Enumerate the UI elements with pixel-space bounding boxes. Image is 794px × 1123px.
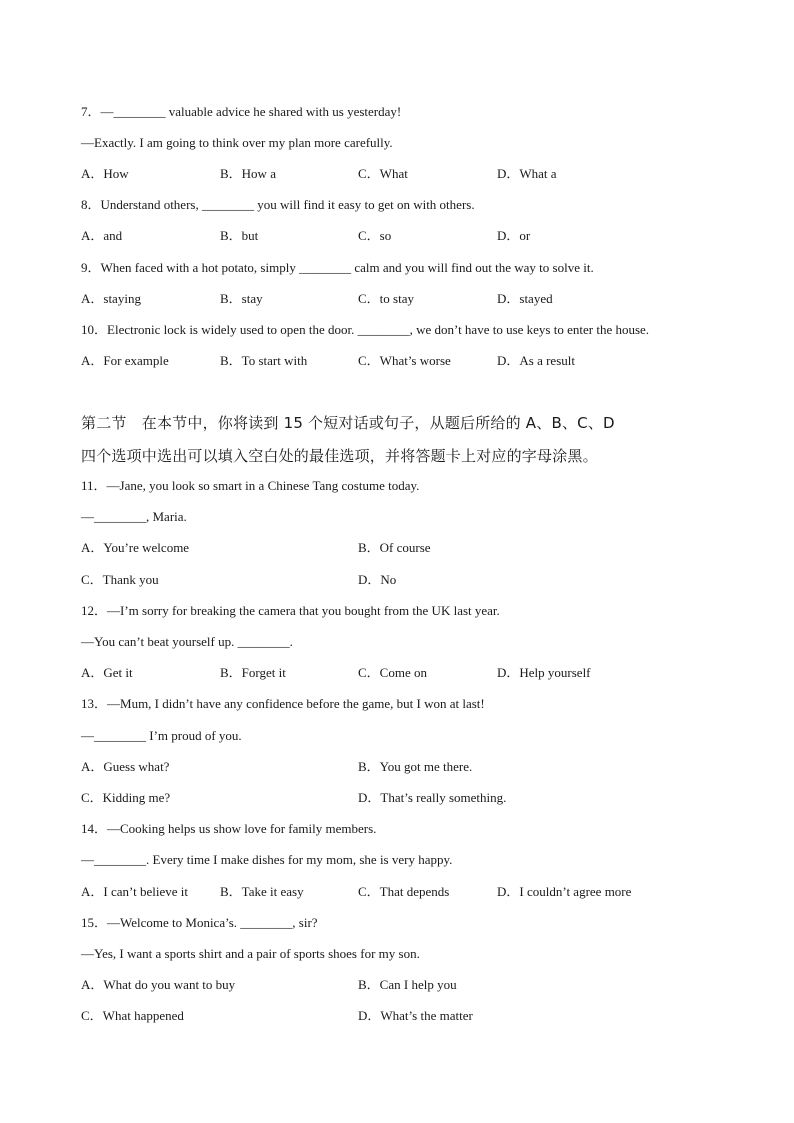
question-7-reply: —Exactly. I am going to think over my plan more carefully. [81,135,393,150]
question-10-stem: 10．Electronic lock is widely used to open the door. ________, we don’t have to use keys to enter the house. [81,322,650,337]
question-8-option-b: B．but [220,228,259,243]
question-7-option-d: D．What a [497,166,557,181]
question-15-option-d: D．What’s the matter [358,1008,473,1023]
question-11-reply: —________, Maria. [81,509,187,524]
question-13-option-b: B．You got me there. [358,759,473,774]
question-15-option-a: A．What do you want to buy [81,977,236,992]
question-13-stem: 13．—Mum, I didn’t have any confidence before the game, but I won at last! [81,696,485,711]
question-9-option-d: D．stayed [497,291,553,306]
question-11-option-b: B．Of course [358,540,431,555]
question-7-option-a: A．How [81,166,129,181]
question-12-option-d: D．Help yourself [497,665,591,680]
question-8-option-c: C．so [358,228,392,243]
question-14-option-c: C．That depends [358,884,450,899]
question-10-option-c: C．What’s worse [358,353,451,368]
question-11-option-c: C．Thank you [81,572,159,587]
question-9-option-a: A．staying [81,291,141,306]
section2-instructions-line2: 四个选项中选出可以填入空白处的最佳选项，并将答题卡上对应的字母涂黑。 [81,447,598,465]
question-14-option-b: B．Take it easy [220,884,304,899]
question-14-option-a: A．I can’t believe it [81,884,188,899]
question-13-reply: —________ I’m proud of you. [81,728,242,743]
question-15-option-c: C．What happened [81,1008,184,1023]
question-8-option-d: D．or [497,228,531,243]
question-12-reply: —You can’t beat yourself up. ________. [81,634,293,649]
question-13-option-a: A．Guess what? [81,759,170,774]
question-12-stem: 12．—I’m sorry for breaking the camera that you bought from the UK last year. [81,603,500,618]
question-7-option-b: B．How a [220,166,276,181]
question-11-stem: 11．—Jane, you look so smart in a Chinese Tang costume today. [81,478,420,493]
question-11-option-a: A．You’re welcome [81,540,190,555]
section2-instructions-line1: 第二节 在本节中，你将读到 15 个短对话或句子，从题后所给的 A、B、C、D [81,414,615,432]
question-15-reply: —Yes, I want a sports shirt and a pair of sports shoes for my son. [81,946,420,961]
question-14-stem: 14．—Cooking helps us show love for family members. [81,821,377,836]
question-14-option-d: D．I couldn’t agree more [497,884,632,899]
question-10-option-d: D．As a result [497,353,575,368]
question-14-reply: —________. Every time I make dishes for my mom, she is very happy. [81,852,453,867]
question-7-stem: 7．—________ valuable advice he shared with us yesterday! [81,104,402,119]
question-15-option-b: B．Can I help you [358,977,457,992]
question-8-option-a: A．and [81,228,123,243]
question-13-option-c: C．Kidding me? [81,790,171,805]
question-9-option-b: B．stay [220,291,263,306]
question-10-option-a: A．For example [81,353,169,368]
question-10-option-b: B．To start with [220,353,308,368]
question-9-option-c: C．to stay [358,291,414,306]
question-13-option-d: D．That’s really something. [358,790,507,805]
question-8-stem: 8．Understand others, ________ you will find it easy to get on with others. [81,197,475,212]
question-12-option-a: A．Get it [81,665,133,680]
question-11-option-d: D．No [358,572,397,587]
question-12-option-c: C．Come on [358,665,427,680]
question-12-option-b: B．Forget it [220,665,286,680]
question-9-stem: 9．When faced with a hot potato, simply ________ calm and you will find out the way to solve it. [81,260,594,275]
question-7-option-c: C．What [358,166,408,181]
question-15-stem: 15．—Welcome to Monica’s. ________, sir? [81,915,318,930]
